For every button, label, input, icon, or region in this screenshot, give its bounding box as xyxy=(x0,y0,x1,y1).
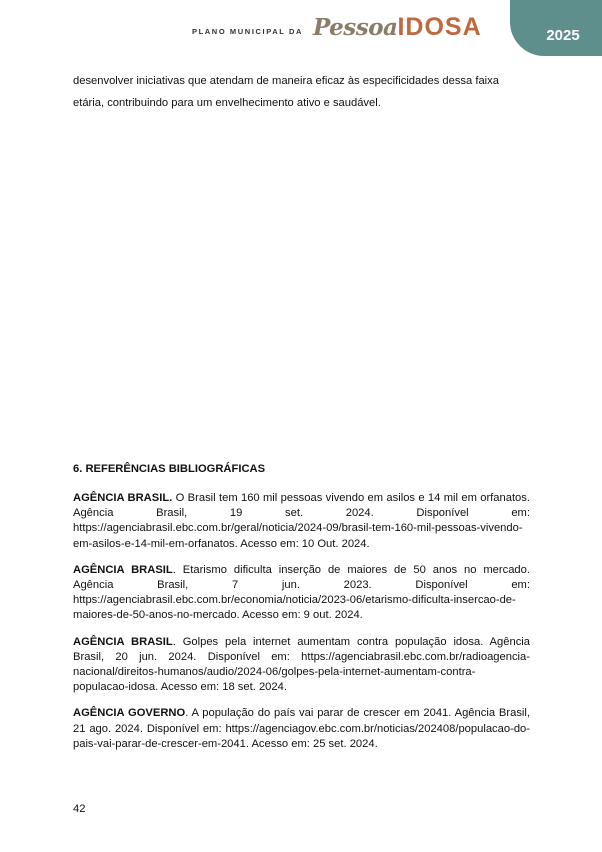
header-title: PLANO MUNICIPAL DA xyxy=(192,27,304,36)
logo-caps-text: IDOSA xyxy=(397,13,482,41)
reference-text: . Golpes pela internet aumentam contra população idosa. Agência Brasil, 20 jun. 2024. Disponível em: https://agenciabrasil.ebc.com.br/radioagencia-nacional/direitos-humanos/audio/2024-06/golpes-pela-internet-aumentam-contra-populacao-idosa. Acesso em: 18 set. 2024. xyxy=(73,635,530,694)
reference-item xyxy=(73,491,530,552)
intro-paragraph: desenvolver iniciativas que atendam de maneira eficaz às especificidades dessa faixa etária, contribuindo para um envelhecimento ativo e saudável. xyxy=(73,75,499,109)
reference-author: AGÊNCIA BRASIL xyxy=(73,635,173,648)
reference-author: AGÊNCIA BRASIL xyxy=(73,563,173,576)
section-heading: 6. REFERÊNCIAS BIBLIOGRÁFICAS xyxy=(73,463,266,475)
plan-logo xyxy=(313,13,482,49)
page-number: 42 xyxy=(73,803,86,815)
reference-author: AGÊNCIA BRASIL. xyxy=(73,492,173,504)
year-tab xyxy=(510,0,602,56)
reference-list xyxy=(73,491,530,763)
reference-text: . Etarismo dificulta inserção de maiores de 50 anos no mercado. Agência Brasil, 7 jun. 2023. Disponível em: https://agenciabrasil.ebc.com.br/economia/noticia/2023-06/etarismo-dificulta-insercao-de-maiores-de-50-anos-no-mercado. Acesso em: 9 out. 2024. xyxy=(73,563,530,622)
year-label: 2025 xyxy=(546,26,580,44)
logo-script-text: Pessoa xyxy=(313,14,398,41)
reference-item xyxy=(73,706,530,752)
reference-item xyxy=(73,563,530,624)
reference-author: AGÊNCIA GOVERNO xyxy=(73,707,186,720)
reference-text: . A população do país vai parar de crescer em 2041. Agência Brasil, 21 ago. 2024. Disponível em: https://agenciagov.ebc.com.br/noticias/202408/populacao-do-pais-vai-parar-de-crescer-em-2041. Acesso em: 25 set. 2024. xyxy=(73,707,530,750)
reference-text: O Brasil tem 160 mil pessoas vivendo em asilos e 14 mil em orfanatos. Agência Brasil, 19 set. 2024. Disponível em: https://agenciabrasil.ebc.com.br/geral/noticia/2024-09/brasil-tem-160-mil-pessoas-vivendo-em-asilos-e-14-mil-em-orfanatos. Acesso em: 10 Out. 2024. xyxy=(73,492,530,550)
reference-item xyxy=(73,635,530,696)
